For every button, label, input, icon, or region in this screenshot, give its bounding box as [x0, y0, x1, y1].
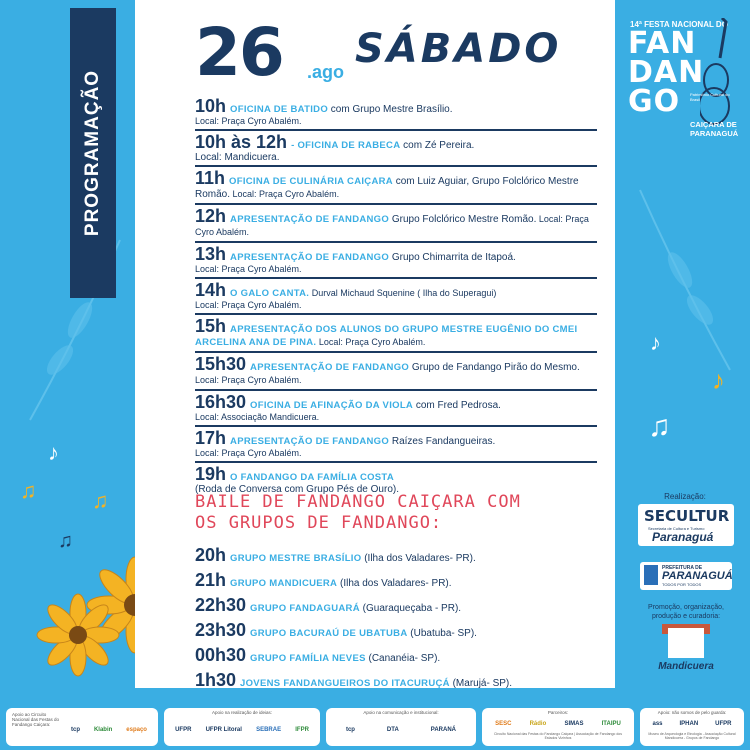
event-item	[195, 279, 597, 315]
footer-box	[326, 708, 476, 746]
baile-group-item	[195, 570, 595, 590]
music-note-icon: ♫	[648, 410, 671, 443]
footer-caption: Apoio ao Circuito Nacional das Festas do Fandango Caiçara:	[12, 712, 60, 727]
sponsor-logo: UFPR Litoral	[205, 727, 242, 733]
event-time: 13h	[195, 244, 227, 264]
sponsor-logo: UFPR	[715, 721, 732, 727]
month-label: .ago	[307, 62, 345, 82]
event-location: Local: Praça Cyro Abalém.	[195, 300, 302, 310]
group-time: 00h30	[195, 645, 247, 665]
baile-header-line2: OS GRUPOS DE FANDANGO:	[195, 513, 443, 533]
music-note-icon: ♫	[92, 488, 109, 513]
festival-subtitle: 14ª FESTA NACIONAL DO	[630, 20, 728, 29]
group-title: GRUPO FANDAGUARÁ	[250, 603, 360, 614]
baile-header-line1: BAILE DE FANDANGO CAIÇARA COM	[195, 492, 521, 512]
event-desc: com Luiz Aguiar, Grupo Folclórico Mestre Romão.	[195, 176, 579, 200]
sponsor-logo: SEBRAE	[256, 727, 282, 733]
group-title: GRUPO MESTRE BRASÍLIO	[230, 553, 362, 564]
weekday-label: SÁBADO	[355, 26, 562, 72]
event-location: Local: Associação Mandicuera.	[195, 412, 320, 422]
baile-group-item	[195, 645, 595, 665]
event-title: APRESENTAÇÃO DE FANDANGO	[230, 214, 390, 225]
event-title: OFICINA DE AFINAÇÃO DA VIOLA	[250, 400, 414, 411]
event-time: 15h	[195, 316, 227, 336]
event-title: APRESENTAÇÃO DE FANDANGO	[250, 362, 410, 373]
group-title: GRUPO BACURAÚ DE UBATUBA	[250, 628, 408, 639]
group-desc: (Cananéia- SP).	[365, 653, 441, 664]
prefeitura-logo	[640, 562, 732, 590]
group-time: 20h	[195, 545, 227, 565]
mandicuera-logo	[652, 628, 720, 676]
group-time: 21h	[195, 570, 227, 590]
event-desc: com Grupo Mestre Brasílio.	[328, 104, 453, 115]
sponsor-logo: SESC	[495, 721, 512, 727]
event-item	[195, 391, 597, 427]
group-time: 22h30	[195, 595, 247, 615]
event-time: 17h	[195, 428, 227, 448]
event-desc: com Zé Pereira.	[400, 140, 475, 151]
group-title: JOVENS FANDANGUEIROS DO ITACURUÇÁ	[240, 678, 450, 689]
secultur-logo	[638, 504, 734, 546]
sponsor-logo: UFPR	[175, 727, 192, 733]
sponsor-logo: tcp	[345, 727, 355, 733]
footer-caption: Apoio: não somos de pelo guarda:	[657, 710, 727, 715]
group-desc: (Guaraqueçaba - PR).	[359, 603, 462, 614]
event-desc: com Fred Pedrosa.	[413, 400, 501, 411]
baile-section	[195, 492, 595, 690]
footer-caption: Parceiros:	[547, 710, 569, 715]
leaf-decoration-right	[620, 180, 740, 380]
baile-group-item	[195, 595, 595, 615]
event-desc: Raízes Fandangueiras.	[389, 436, 496, 447]
sponsor-logo: IPHAN	[679, 721, 699, 727]
group-title: GRUPO MANDICUERA	[230, 578, 338, 589]
event-time: 10h	[195, 96, 227, 116]
group-time: 1h30	[195, 670, 237, 690]
programacao-label: PROGRAMAÇÃO	[82, 69, 104, 237]
event-time: 11h	[195, 168, 226, 188]
event-title: - OFICINA DE RABECA	[291, 140, 401, 151]
event-desc: Grupo de Fandango Pirão do Mesmo.	[409, 362, 580, 373]
sponsor-logo: Klabin	[93, 727, 113, 733]
event-title: OFICINA DE BATIDO	[230, 104, 329, 115]
event-title: APRESENTAÇÃO DE FANDANGO	[230, 252, 390, 263]
event-desc: Durval Michaud Squenine ( Ilha do Superagui)	[309, 288, 497, 298]
event-time: 14h	[195, 280, 227, 300]
event-title: APRESENTAÇÃO DOS ALUNOS DO GRUPO MESTRE EUGÊNIO DO CMEI ARCELINA ANA DE PINA.	[195, 324, 578, 348]
sponsor-logo: PARANÁ	[430, 727, 456, 733]
event-time: 15h30	[195, 354, 247, 374]
event-location: Local: Praça Cyro Abalém.	[195, 375, 302, 385]
event-location: Local: Praça Cyro Abalém.	[195, 264, 302, 274]
music-note-icon: ♪	[650, 330, 661, 355]
event-time: 12h	[195, 206, 227, 226]
footer-caption: Apoio na realização de ideias:	[211, 710, 273, 715]
sponsor-logo: IFPR	[295, 727, 309, 733]
promo-label: Promoção, organização, produção e curadoria:	[648, 604, 724, 620]
day-number: 26	[195, 14, 283, 91]
event-title: O FANDANGO DA FAMÍLIA COSTA	[230, 472, 394, 483]
festival-logo	[628, 20, 739, 138]
house-icon	[668, 628, 704, 658]
prefeitura-label: PREFEITURA DE	[662, 565, 703, 571]
event-title: APRESENTAÇÃO DE FANDANGO	[230, 436, 390, 447]
footer-note: Museu de Arqueologia e Etnologia - Associação Cultural Mandicuera - Grupos de Fandango	[648, 732, 736, 740]
sponsor-logo: ass	[652, 721, 663, 727]
music-note-icon: ♪	[712, 365, 725, 395]
festival-tagline: Patrimônio Cultural do Brasil	[690, 92, 730, 102]
event-title: O GALO CANTA.	[230, 288, 310, 299]
footer-box	[640, 708, 744, 746]
event-item	[195, 243, 597, 279]
group-desc: (Ilha dos Valadares- PR).	[361, 553, 476, 564]
group-desc: (Ubatuba- SP).	[407, 628, 477, 639]
event-item	[195, 315, 597, 353]
secultur-sub: Secretaria de Cultura e Turismo	[648, 526, 705, 531]
event-time: 10h às 12h	[195, 132, 288, 152]
festival-title-line1: FAN	[628, 26, 697, 61]
event-item	[195, 427, 597, 463]
music-note-icon: ♪	[48, 440, 59, 465]
sponsor-logo: ITAIPU	[601, 721, 621, 727]
group-desc: (Marujá- SP).	[449, 678, 513, 689]
sponsor-logo: espaço	[126, 727, 147, 733]
prefeitura-slogan: TODOS POR TODOS	[662, 582, 702, 587]
event-time: 19h	[195, 464, 227, 484]
sponsor-logo: SIMAS	[564, 721, 584, 727]
festival-title-line3: GO	[628, 84, 681, 119]
footer-box	[482, 708, 634, 746]
music-note-icon: ♫	[58, 530, 73, 552]
secultur-name: SECULTUR	[644, 507, 730, 525]
event-location: Local: Mandicuera.	[195, 152, 280, 163]
event-location: Local: Praça Cyro Abalém.	[230, 189, 340, 199]
event-item	[195, 95, 597, 131]
event-item	[195, 353, 597, 391]
secultur-city: Paranaguá	[652, 530, 714, 544]
footer-box	[6, 708, 158, 746]
event-location: Local: Praça Cyro Abalém.	[195, 214, 589, 237]
sponsor-logo: DTA	[386, 727, 399, 733]
viola-icon	[700, 18, 734, 128]
event-time: 16h30	[195, 392, 247, 412]
event-location: Local: Praça Cyro Abalém.	[195, 448, 302, 458]
footer-note: Circuito Nacional das Festas do Fandango Caiçara | Associação de Fandango dos Estados Vizinhos	[494, 732, 622, 740]
group-time: 23h30	[195, 620, 247, 640]
footer-caption: Apoio na comunicação e institucional:	[363, 710, 439, 715]
event-title: OFICINA DE CULINÁRIA CAIÇARA	[229, 176, 393, 187]
event-location: Local: Praça Cyro Abalém.	[316, 337, 426, 347]
baile-group-item	[195, 620, 595, 640]
sponsor-footer	[0, 708, 750, 748]
coat-of-arms-icon	[644, 565, 658, 585]
realizacao-label: Realização:	[664, 492, 706, 501]
event-list	[195, 95, 597, 497]
event-item	[195, 205, 597, 243]
music-note-icon: ♫	[20, 478, 37, 503]
baile-group-item	[195, 670, 595, 690]
programacao-tab	[70, 8, 116, 298]
schedule-panel	[135, 0, 615, 688]
date-header	[195, 14, 595, 91]
event-location: Local: Praça Cyro Abalém.	[195, 116, 302, 126]
group-title: GRUPO FAMÍLIA NEVES	[250, 653, 366, 664]
sponsor-logo: Rádio	[529, 721, 547, 727]
festival-title-line2: DAN	[628, 55, 705, 90]
footer-box	[164, 708, 320, 746]
festival-side-text: CAIÇARA DE PARANAGUÁ	[690, 120, 739, 138]
mandicuera-name: Mandicuera	[658, 661, 714, 672]
event-desc: Grupo Chimarrita de Itapoá.	[389, 252, 516, 263]
prefeitura-city: PARANAGUÁ	[662, 570, 733, 582]
sponsor-logo: tcp	[70, 727, 80, 733]
baile-group-item	[195, 545, 595, 565]
event-item	[195, 167, 597, 205]
event-desc: Grupo Folclórico Mestre Romão.	[389, 214, 537, 225]
event-item	[195, 131, 597, 167]
event-location: (Roda de Conversa com Grupo Pés de Ouro).	[195, 484, 399, 495]
group-desc: (Ilha dos Valadares- PR).	[337, 578, 452, 589]
